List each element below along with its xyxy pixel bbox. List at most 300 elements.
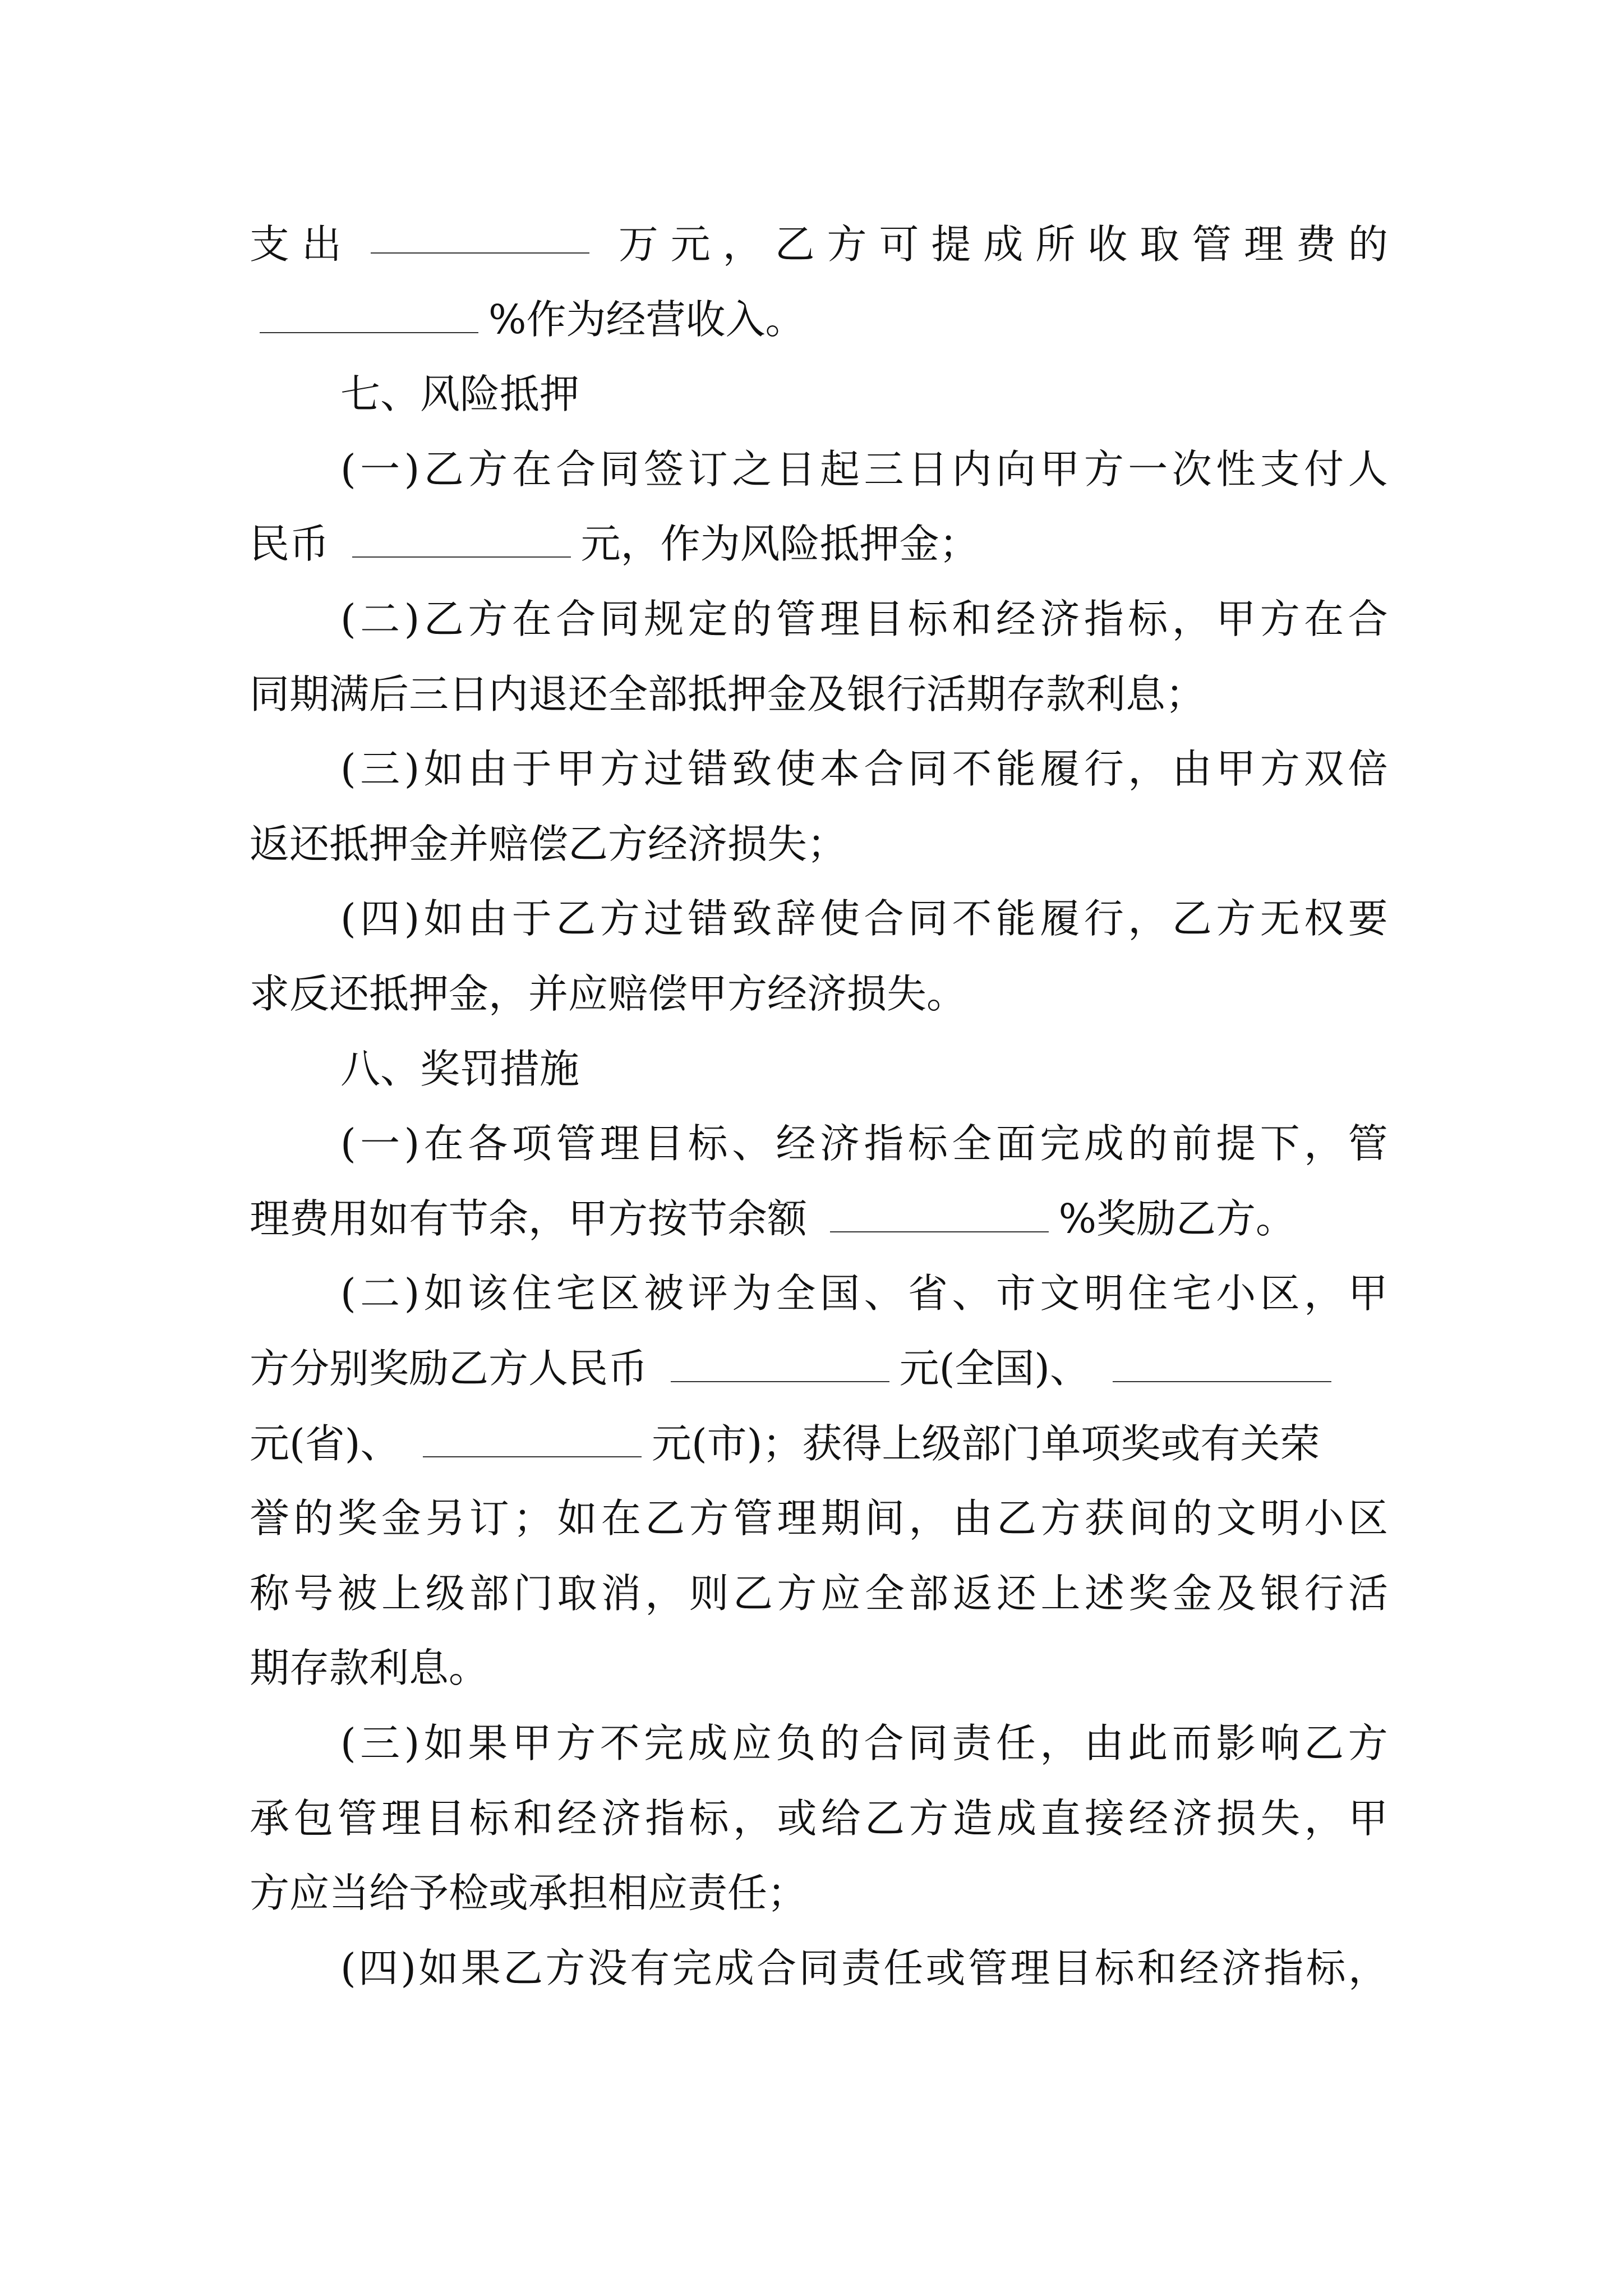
text-char: 二 — [360, 596, 400, 642]
fill-in-blank — [371, 219, 589, 254]
text-char: 向 — [995, 446, 1036, 493]
text-char: 万 — [618, 221, 658, 268]
text-char: 收 — [1087, 221, 1128, 268]
text-char: 在 — [511, 596, 552, 642]
text-char: ( — [340, 1720, 356, 1766]
text-char: ， — [1172, 596, 1212, 642]
text-char: 指 — [645, 1795, 685, 1842]
text-run: 返还抵押金并赔偿乙方经济损失； — [250, 821, 847, 867]
text-char: 下 — [1260, 1120, 1300, 1167]
text-char: 级 — [425, 1570, 465, 1617]
text-char: ， — [1304, 1120, 1344, 1167]
text-char: 方 — [1348, 1720, 1388, 1766]
text-char: 和 — [952, 596, 992, 642]
text-char: 、 — [864, 1270, 904, 1317]
text-char: 方 — [1083, 446, 1124, 493]
text-char: 合 — [864, 746, 904, 792]
text-char: ) — [400, 1945, 417, 1991]
text-char: ) — [404, 596, 420, 642]
text-char: 由 — [468, 895, 508, 942]
text-char: 区 — [1348, 1495, 1388, 1542]
text-char: 明 — [1083, 1270, 1124, 1317]
text-char: 金 — [1172, 1570, 1212, 1617]
text-char: 造 — [952, 1795, 993, 1842]
fill-in-blank — [830, 1198, 1049, 1232]
text-char: 于 — [511, 895, 552, 942]
text-char: 成 — [997, 1795, 1037, 1842]
text-char: 标 — [688, 1120, 728, 1167]
text-char: 乙 — [774, 221, 815, 268]
text-char: 如 — [423, 895, 464, 942]
text-char: 前 — [1172, 1120, 1212, 1167]
text-char: 行 — [1083, 746, 1124, 792]
text-char: 乙 — [556, 895, 596, 942]
text-char: 银 — [1260, 1570, 1301, 1617]
text-char: 如 — [423, 1270, 464, 1317]
text-char: 市 — [995, 1270, 1036, 1317]
text-char: 过 — [644, 746, 684, 792]
text-char: 全 — [865, 1570, 905, 1617]
text-char: 部 — [469, 1570, 509, 1617]
text-char: ) — [404, 895, 420, 942]
text-char: 响 — [1260, 1720, 1300, 1766]
text-char: 费 — [1295, 221, 1336, 268]
text-run: 元(市)；获得上级部门单项奖或有关荣 — [651, 1420, 1320, 1467]
text-char: 合 — [556, 596, 596, 642]
text-char: 方 — [1040, 1495, 1081, 1542]
text-char: 三 — [360, 746, 400, 792]
text-char: 目 — [425, 1795, 465, 1842]
text-char: 方 — [1260, 596, 1300, 642]
text-char: 获 — [1084, 1495, 1124, 1542]
text-char: 文 — [1216, 1495, 1256, 1542]
text-char: 经 — [995, 596, 1036, 642]
text-char: 和 — [513, 1795, 554, 1842]
text-char: 标 — [907, 596, 948, 642]
text-run: 民币 — [250, 521, 342, 567]
text-line — [340, 743, 1388, 795]
text-char: 评 — [688, 1270, 728, 1317]
text-char: 甲 — [1348, 1795, 1388, 1842]
fill-in-blank — [352, 523, 571, 558]
text-line — [250, 1343, 1388, 1395]
text-char: 在 — [423, 1120, 464, 1167]
text-char: 取 — [1140, 221, 1180, 268]
text-char: 上 — [1040, 1570, 1081, 1617]
text-char: 、 — [952, 1270, 992, 1317]
text-char: 济 — [1040, 596, 1080, 642]
text-char: 能 — [995, 746, 1036, 792]
text-char: 支 — [1260, 446, 1300, 493]
text-char: 誉 — [250, 1495, 290, 1542]
text-char: ) — [404, 1120, 420, 1167]
text-char: 管 — [556, 1120, 596, 1167]
text-char: 的 — [1128, 1120, 1168, 1167]
text-line — [340, 593, 1388, 645]
text-char: 履 — [1040, 895, 1080, 942]
text-char: 乙 — [865, 1795, 905, 1842]
text-char: 区 — [600, 1270, 640, 1317]
text-char: 宅 — [1172, 1270, 1212, 1317]
text-char: 标 — [907, 1120, 948, 1167]
text-char: 理 — [600, 1120, 640, 1167]
text-run: 方分别奖励乙方人民币 — [250, 1345, 661, 1392]
text-char: ( — [340, 895, 356, 942]
text-char: 方 — [1216, 895, 1256, 942]
text-char: 付 — [1304, 446, 1344, 493]
text-char: 住 — [511, 1270, 552, 1317]
text-char: 的 — [1348, 221, 1388, 268]
text-char: 面 — [995, 1120, 1036, 1167]
text-char: 所 — [1035, 221, 1076, 268]
fill-in-blank — [671, 1347, 889, 1382]
text-line — [250, 1493, 1388, 1544]
fill-in-blank — [423, 1423, 642, 1457]
text-char: 责 — [841, 1945, 881, 1991]
text-char: 还 — [997, 1570, 1037, 1617]
text-char: ， — [1304, 1270, 1344, 1317]
text-line — [250, 294, 1388, 346]
text-char: ， — [909, 1495, 949, 1542]
text-char: 接 — [1084, 1795, 1124, 1842]
text-char: 或 — [925, 1945, 966, 1991]
text-char: 的 — [732, 596, 772, 642]
text-char: ， — [645, 1570, 685, 1617]
text-line — [340, 1718, 1388, 1769]
text-char: 的 — [1172, 1495, 1212, 1542]
text-char: 为 — [732, 1270, 772, 1317]
text-char: 由 — [952, 1495, 993, 1542]
text-char: 目 — [644, 1120, 684, 1167]
text-char: 完 — [644, 1720, 684, 1766]
text-char: 履 — [1040, 746, 1080, 792]
text-char: 方 — [545, 1945, 585, 1991]
text-char: 无 — [1260, 895, 1300, 942]
text-char: 如 — [557, 1495, 597, 1542]
text-char: 成 — [688, 1720, 728, 1766]
text-char: 标 — [469, 1795, 509, 1842]
text-line — [340, 444, 1388, 495]
text-char: 消 — [601, 1570, 641, 1617]
text-char: 应 — [820, 1570, 861, 1617]
text-char: 理 — [777, 1495, 817, 1542]
text-line — [340, 369, 1388, 420]
text-char: 甲 — [1040, 446, 1080, 493]
text-char: 则 — [689, 1570, 729, 1617]
text-char: 理 — [1244, 221, 1284, 268]
text-char: 方 — [600, 746, 640, 792]
text-char: 文 — [1040, 1270, 1080, 1317]
text-line — [250, 669, 1388, 720]
text-char: 由 — [1172, 746, 1212, 792]
text-char: 本 — [820, 746, 860, 792]
text-char: 合 — [556, 446, 596, 493]
text-char: 起 — [820, 446, 860, 493]
text-char: 方 — [827, 221, 867, 268]
text-char: 济 — [1172, 1795, 1212, 1842]
text-char: 理 — [381, 1795, 422, 1842]
text-char: 指 — [1083, 596, 1124, 642]
text-char: 承 — [250, 1795, 290, 1842]
text-char: ， — [1348, 1945, 1388, 1991]
text-char: 行 — [1304, 1570, 1344, 1617]
text-char: 、 — [732, 1120, 772, 1167]
fill-in-blank — [260, 298, 478, 333]
text-char: 济 — [1221, 1945, 1261, 1991]
text-char: 号 — [293, 1570, 334, 1617]
text-char: 此 — [1128, 1720, 1168, 1766]
text-char: 四 — [360, 895, 400, 942]
text-char: 元 — [670, 221, 711, 268]
text-char: 标 — [1306, 1945, 1346, 1991]
text-char: 住 — [1128, 1270, 1168, 1317]
text-run: 元，作为风险抵押金； — [580, 521, 979, 567]
text-char: 经 — [557, 1795, 597, 1842]
text-char: ， — [722, 221, 763, 268]
text-char: 被 — [337, 1570, 377, 1617]
text-char: ) — [404, 1270, 420, 1317]
text-char: 全 — [952, 1120, 992, 1167]
text-line — [250, 1193, 1388, 1245]
text-line — [340, 1943, 1388, 1994]
text-char: 于 — [511, 746, 552, 792]
text-char: 经 — [1128, 1795, 1169, 1842]
text-run: %奖励乙方。 — [1058, 1195, 1296, 1242]
text-char: 同 — [799, 1945, 839, 1991]
text-char: 方 — [1260, 746, 1300, 792]
text-char: 乙 — [503, 1945, 543, 1991]
text-run: 八、奖罚措施 — [340, 1046, 580, 1092]
text-char: 目 — [864, 596, 904, 642]
text-char: 该 — [468, 1270, 508, 1317]
text-char: 一 — [360, 1120, 400, 1167]
text-char: 被 — [644, 1270, 684, 1317]
text-char: 金 — [381, 1495, 422, 1542]
text-char: 管 — [732, 1495, 773, 1542]
text-char: 应 — [732, 1720, 772, 1766]
text-line — [250, 1642, 1388, 1694]
text-char: 全 — [776, 1270, 816, 1317]
text-char: 方 — [909, 1795, 949, 1842]
text-char: 在 — [601, 1495, 641, 1542]
text-char: 任 — [995, 1720, 1036, 1766]
text-char: ； — [513, 1495, 554, 1542]
text-char: 错 — [688, 895, 728, 942]
text-char: 使 — [776, 746, 816, 792]
text-char: 三 — [360, 1720, 400, 1766]
text-line — [250, 219, 1388, 270]
text-char: 项 — [511, 1120, 552, 1167]
text-char: ) — [404, 1720, 420, 1766]
text-char: 完 — [672, 1945, 712, 1991]
text-char: 目 — [1052, 1945, 1092, 1991]
text-char: 指 — [1264, 1945, 1304, 1991]
text-char: ， — [1128, 746, 1168, 792]
text-char: 标 — [1094, 1945, 1135, 1991]
text-char: 负 — [776, 1720, 816, 1766]
text-char: 方 — [777, 1570, 817, 1617]
text-char: 成 — [983, 221, 1023, 268]
text-char: 的 — [293, 1495, 334, 1542]
text-char: 甲 — [511, 1720, 552, 1766]
text-char: 乙 — [645, 1495, 685, 1542]
text-char: 责 — [952, 1720, 992, 1766]
text-line — [250, 1793, 1388, 1844]
text-run: 方应当给予检或承担相应责任； — [250, 1870, 808, 1916]
text-char: 签 — [644, 446, 684, 493]
text-line — [250, 518, 1388, 570]
text-char: ) — [404, 446, 420, 493]
text-char: ， — [732, 1795, 773, 1842]
text-line — [250, 1568, 1388, 1619]
text-run: 期存款利息。 — [250, 1645, 489, 1691]
text-char: 直 — [1040, 1795, 1081, 1842]
text-char: 区 — [1260, 1270, 1300, 1317]
text-char: 由 — [468, 746, 508, 792]
text-line — [250, 1418, 1388, 1470]
text-run: 元(全国)、 — [899, 1345, 1103, 1392]
text-char: 方 — [689, 1495, 729, 1542]
text-char: 在 — [511, 446, 552, 493]
text-char: ( — [340, 1945, 356, 1991]
text-char: 的 — [820, 1720, 860, 1766]
text-char: 经 — [1179, 1945, 1219, 1991]
text-char: 任 — [883, 1945, 924, 1991]
text-char: 理 — [820, 596, 860, 642]
text-char: 济 — [601, 1795, 641, 1842]
text-char: 乙 — [423, 596, 464, 642]
text-char: 影 — [1216, 1720, 1256, 1766]
text-char: 小 — [1216, 1270, 1256, 1317]
text-char: 日 — [776, 446, 816, 493]
text-char: 一 — [360, 446, 400, 493]
text-char: 乙 — [423, 446, 464, 493]
text-run: %作为经营收入。 — [488, 296, 805, 343]
text-char: 致 — [732, 895, 772, 942]
text-char: 取 — [557, 1570, 597, 1617]
text-char: 如 — [423, 1720, 464, 1766]
text-char: 给 — [820, 1795, 861, 1842]
text-line — [340, 1043, 1388, 1095]
text-char: ( — [340, 1120, 356, 1167]
text-char: 要 — [1348, 895, 1388, 942]
text-run: 求反还抵押金，并应赔偿甲方经济损失。 — [250, 970, 967, 1017]
text-char: 权 — [1304, 895, 1344, 942]
text-run: 元(省)、 — [250, 1420, 413, 1467]
text-char: 同 — [907, 895, 948, 942]
text-char: 合 — [757, 1945, 797, 1991]
text-line — [340, 893, 1388, 945]
text-char: 门 — [513, 1570, 554, 1617]
text-char: 倍 — [1348, 746, 1388, 792]
text-char: 济 — [820, 1120, 860, 1167]
text-char: 支 — [250, 221, 290, 268]
text-char: 部 — [909, 1570, 949, 1617]
text-char: 致 — [732, 746, 772, 792]
text-char: 理 — [1010, 1945, 1050, 1991]
text-char: 管 — [1192, 221, 1232, 268]
text-line — [250, 968, 1388, 1020]
text-char: 双 — [1304, 746, 1344, 792]
text-char: 合 — [864, 895, 904, 942]
text-char: 各 — [468, 1120, 508, 1167]
text-char: 不 — [600, 1720, 640, 1766]
text-char: 没 — [587, 1945, 628, 1991]
text-char: 而 — [1172, 1720, 1212, 1766]
text-run: 同期满后三日内退还全部抵押金及银行活期存款利息； — [250, 671, 1206, 717]
text-char: 乙 — [997, 1495, 1037, 1542]
text-char: 标 — [1128, 596, 1168, 642]
text-char: 间 — [1128, 1495, 1169, 1542]
text-char: 标 — [689, 1795, 729, 1842]
text-char: 人 — [1348, 446, 1388, 493]
text-char: 次 — [1172, 446, 1212, 493]
text-char: 有 — [630, 1945, 670, 1991]
text-char: 另 — [425, 1495, 465, 1542]
text-char: 甲 — [1216, 596, 1256, 642]
text-run: 理费用如有节余，甲方按节余额 — [250, 1195, 820, 1242]
text-char: ， — [1128, 895, 1168, 942]
text-char: 可 — [879, 221, 919, 268]
text-char: 日 — [907, 446, 948, 493]
text-char: 小 — [1304, 1495, 1344, 1542]
text-char: 二 — [360, 1270, 400, 1317]
text-char: 订 — [688, 446, 728, 493]
text-char: 乙 — [732, 1570, 773, 1617]
text-char: 称 — [250, 1570, 290, 1617]
text-char: 方 — [468, 446, 508, 493]
text-char: 能 — [995, 895, 1036, 942]
text-char: 不 — [952, 895, 992, 942]
text-char: 国 — [820, 1270, 860, 1317]
text-char: 宅 — [556, 1270, 596, 1317]
text-line — [250, 818, 1388, 870]
text-char: 如 — [423, 746, 464, 792]
text-char: 甲 — [556, 746, 596, 792]
fill-in-blank — [1113, 1347, 1331, 1382]
text-char: 甲 — [1348, 1270, 1388, 1317]
text-char: 和 — [1137, 1945, 1177, 1991]
text-char: ) — [404, 746, 420, 792]
text-char: 内 — [952, 446, 992, 493]
text-char: 方 — [468, 596, 508, 642]
text-char: ( — [340, 1270, 356, 1317]
text-char: 乙 — [1172, 895, 1212, 942]
text-char: 不 — [952, 746, 992, 792]
text-char: 指 — [864, 1120, 904, 1167]
text-char: 提 — [931, 221, 971, 268]
text-char: 成 — [714, 1945, 754, 1991]
text-char: 性 — [1216, 446, 1256, 493]
text-char: 活 — [1348, 1570, 1388, 1617]
text-char: ， — [1304, 1795, 1344, 1842]
text-char: 奖 — [1128, 1570, 1169, 1617]
text-char: 三 — [864, 446, 904, 493]
text-char: 行 — [1083, 895, 1124, 942]
text-char: 定 — [688, 596, 728, 642]
text-char: 损 — [1216, 1795, 1256, 1842]
text-char: 奖 — [337, 1495, 377, 1542]
text-char: 甲 — [1216, 746, 1256, 792]
text-char: 及 — [1216, 1570, 1256, 1617]
text-char: 包 — [293, 1795, 334, 1842]
text-run: 七、风险抵押 — [340, 371, 580, 417]
text-char: 同 — [600, 446, 640, 493]
text-char: 方 — [556, 1720, 596, 1766]
text-char: ( — [340, 596, 356, 642]
text-char: 同 — [907, 746, 948, 792]
text-char: 规 — [644, 596, 684, 642]
